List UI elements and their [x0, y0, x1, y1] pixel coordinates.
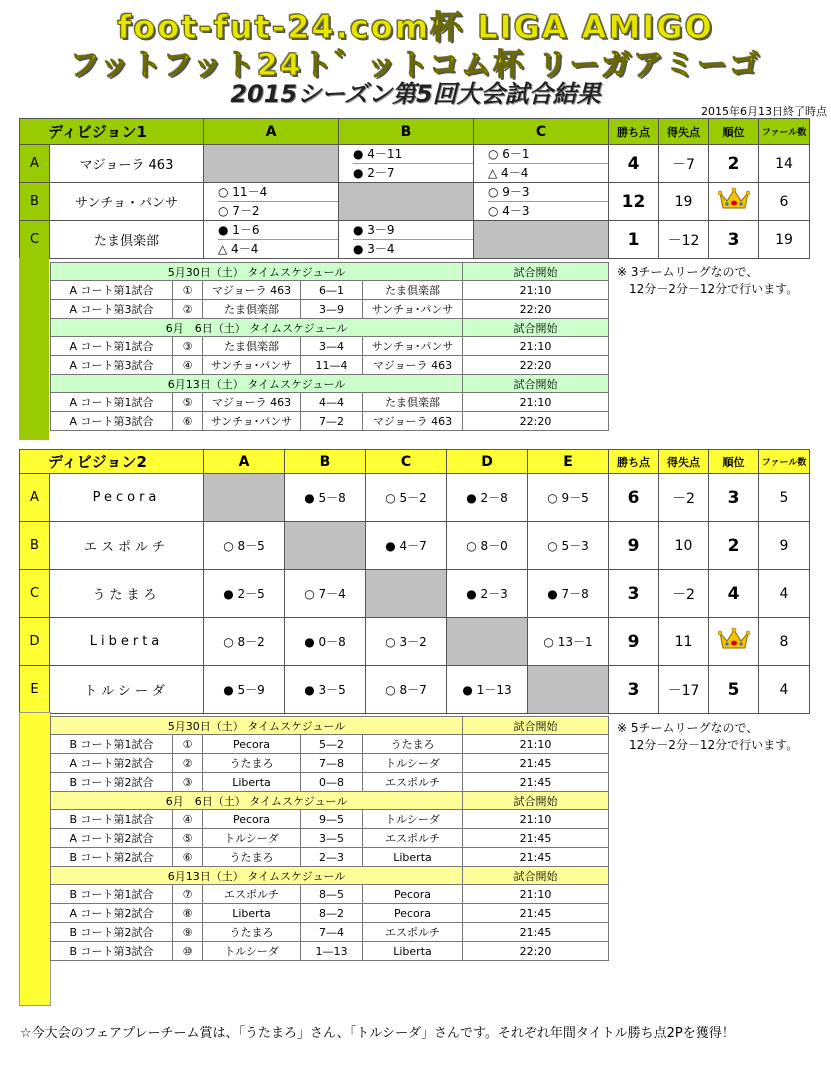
div2-row-b [20, 522, 810, 570]
away-team: エスポルチ [363, 773, 463, 792]
schedule-game-row [51, 885, 609, 904]
goal-diff: －2 [659, 474, 709, 522]
rank [709, 183, 759, 221]
schedule-game-row [51, 735, 609, 754]
result-line: ● 2－7 [353, 166, 395, 180]
div1-row-c [20, 221, 810, 259]
schedule-game-row [51, 412, 609, 431]
schedule-game-row [51, 393, 609, 412]
goal-diff: －7 [659, 145, 709, 183]
score: 5—2 [301, 735, 363, 754]
as-of-date: 2015年6月13日終了時点 [701, 105, 827, 118]
start-time: 22:20 [463, 300, 609, 319]
goal-diff: 19 [659, 183, 709, 221]
away-team: エスポルチ [363, 829, 463, 848]
schedule-game-row [51, 810, 609, 829]
div2-col-header-c: C [366, 450, 447, 474]
div1-header-row [20, 119, 810, 145]
goal-diff: 10 [659, 522, 709, 570]
div2-row-c [20, 570, 810, 618]
start-time: 21:10 [463, 885, 609, 904]
away-team: トルシーダ [363, 810, 463, 829]
rank: 5 [709, 666, 759, 714]
div1-col-header-b: B [339, 119, 474, 145]
schedule-game-row [51, 923, 609, 942]
result-cell-b: ● 3－5 [285, 666, 366, 714]
schedule-day-header [51, 717, 609, 735]
row-label: B [20, 183, 50, 221]
div1-note-line1: ※ 3チームリーグなので、 [617, 265, 759, 279]
row-label: E [20, 666, 50, 714]
goal-diff: －17 [659, 666, 709, 714]
result-line: △ 4－4 [488, 166, 529, 180]
start-time: 21:45 [463, 848, 609, 867]
start-time: 21:45 [463, 754, 609, 773]
result-cell-d: ● 2－3 [447, 570, 528, 618]
score: 7—2 [301, 412, 363, 431]
game-number: ② [173, 300, 203, 319]
rank: 2 [709, 522, 759, 570]
title-line1: foot-fut-24.com杯 LIGA AMIGO [117, 8, 714, 46]
home-team: Pecora [203, 810, 301, 829]
home-team: マジョーラ 463 [203, 281, 301, 300]
home-team: トルシーダ [203, 942, 301, 961]
div2-row-e [20, 666, 810, 714]
team-name: Pecora [50, 474, 204, 522]
start-time: 22:20 [463, 412, 609, 431]
result-line: ○ 7－2 [218, 204, 260, 218]
div2-division-name: ディビジョン2 [20, 450, 204, 474]
result-cell-c: ○ 3－2 [366, 618, 447, 666]
rank: 4 [709, 570, 759, 618]
start-time: 21:10 [463, 393, 609, 412]
div2-note-line1: ※ 5チームリーグなので、 [617, 721, 759, 735]
away-team: Liberta [363, 942, 463, 961]
home-team: たま倶楽部 [203, 300, 301, 319]
result-cell-a [204, 474, 285, 522]
court: B コート第1試合 [51, 885, 173, 904]
result-cell-c: ● 4－7 [366, 522, 447, 570]
div1-col-header-a: A [204, 119, 339, 145]
result-cell-b: ○ 7－4 [285, 570, 366, 618]
rank [709, 618, 759, 666]
fouls: 4 [759, 570, 810, 618]
away-team: エスポルチ [363, 923, 463, 942]
div1-col-header-c: C [474, 119, 609, 145]
home-team: マジョーラ 463 [203, 393, 301, 412]
game-number: ② [173, 754, 203, 773]
result-cell-a: ○ 8－5 [204, 522, 285, 570]
court: A コート第3試合 [51, 300, 173, 319]
div1-fouls-header: ファール数 [759, 119, 810, 145]
schedule-game-row [51, 942, 609, 961]
score: 9—5 [301, 810, 363, 829]
schedule-date: 6月13日（土） タイムスケジュール [51, 867, 463, 885]
rank: 3 [709, 474, 759, 522]
start-time: 21:10 [463, 810, 609, 829]
game-number: ⑥ [173, 848, 203, 867]
result-line: ○ 11－4 [218, 183, 338, 202]
fouls: 9 [759, 522, 810, 570]
game-number: ⑤ [173, 393, 203, 412]
result-cell-a: ● 2－5 [204, 570, 285, 618]
result-cell-c [474, 145, 609, 183]
start-time: 21:45 [463, 904, 609, 923]
game-number: ⑧ [173, 904, 203, 923]
start-time-header: 試合開始 [463, 717, 609, 735]
rank: 2 [709, 145, 759, 183]
result-line: ● 1－6 [218, 221, 338, 240]
game-number: ① [173, 735, 203, 754]
result-cell-d: ● 1－13 [447, 666, 528, 714]
result-cell-e: ○ 13－1 [528, 618, 609, 666]
schedule-date: 5月30日（土） タイムスケジュール [51, 717, 463, 735]
div2-fouls-header: ファール数 [759, 450, 810, 474]
start-time: 21:45 [463, 773, 609, 792]
start-time-header: 試合開始 [463, 867, 609, 885]
fouls: 4 [759, 666, 810, 714]
result-line: ● 3－4 [353, 242, 395, 256]
schedule-day-header [51, 792, 609, 810]
result-cell-d: ○ 8－0 [447, 522, 528, 570]
fouls: 6 [759, 183, 810, 221]
div1-points-header: 勝ち点 [609, 119, 659, 145]
away-team: うたまろ [363, 735, 463, 754]
score: 7—4 [301, 923, 363, 942]
away-team: Pecora [363, 904, 463, 923]
home-team: うたまろ [203, 848, 301, 867]
away-team: サンチョ･パンサ [363, 300, 463, 319]
home-team: Liberta [203, 904, 301, 923]
div1-rank-header: 順位 [709, 119, 759, 145]
schedule-day-header [51, 263, 609, 281]
game-number: ⑨ [173, 923, 203, 942]
points: 3 [609, 666, 659, 714]
fouls: 5 [759, 474, 810, 522]
court: A コート第1試合 [51, 281, 173, 300]
court: A コート第3試合 [51, 412, 173, 431]
points: 9 [609, 618, 659, 666]
div1-division-name: ディビジョン1 [20, 119, 204, 145]
fouls: 8 [759, 618, 810, 666]
game-number: ⑥ [173, 412, 203, 431]
start-time-header: 試合開始 [463, 375, 609, 393]
team-name: うたまろ [50, 570, 204, 618]
away-team: マジョーラ 463 [363, 356, 463, 375]
start-time: 21:45 [463, 923, 609, 942]
goal-diff: －12 [659, 221, 709, 259]
score: 1—13 [301, 942, 363, 961]
result-cell-b: ● 0－8 [285, 618, 366, 666]
score: 4—4 [301, 393, 363, 412]
start-time: 21:45 [463, 829, 609, 848]
row-label: A [20, 474, 50, 522]
schedule-game-row [51, 829, 609, 848]
result-line: ○ 9－3 [488, 183, 608, 202]
schedule-game-row [51, 904, 609, 923]
court: B コート第2試合 [51, 923, 173, 942]
score: 2—3 [301, 848, 363, 867]
home-team: うたまろ [203, 754, 301, 773]
start-time: 22:20 [463, 356, 609, 375]
div1-note [617, 264, 798, 298]
team-name: サンチョ・パンサ [50, 183, 204, 221]
court: B コート第1試合 [51, 735, 173, 754]
div2-col-header-e: E [528, 450, 609, 474]
schedule-date: 5月30日（土） タイムスケジュール [51, 263, 463, 281]
result-cell-c [366, 570, 447, 618]
score: 8—2 [301, 904, 363, 923]
goal-diff: －2 [659, 570, 709, 618]
court: B コート第3試合 [51, 942, 173, 961]
game-number: ⑦ [173, 885, 203, 904]
court: A コート第2試合 [51, 904, 173, 923]
schedule-date: 6月 6日（土） タイムスケジュール [51, 319, 463, 337]
schedule-game-row [51, 848, 609, 867]
points: 6 [609, 474, 659, 522]
game-number: ④ [173, 810, 203, 829]
score: 8—5 [301, 885, 363, 904]
court: B コート第2試合 [51, 848, 173, 867]
row-label: C [20, 570, 50, 618]
away-team: たま倶楽部 [363, 393, 463, 412]
court: B コート第1試合 [51, 810, 173, 829]
schedule-game-row [51, 337, 609, 356]
div2-goal-diff-header: 得失点 [659, 450, 709, 474]
court: A コート第2試合 [51, 829, 173, 848]
court: A コート第1試合 [51, 393, 173, 412]
div2-header-row [20, 450, 810, 474]
game-number: ⑩ [173, 942, 203, 961]
div2-col-header-d: D [447, 450, 528, 474]
result-cell-a [204, 145, 339, 183]
result-cell-b: ● 5－8 [285, 474, 366, 522]
row-label: C [20, 221, 50, 259]
home-team: エスポルチ [203, 885, 301, 904]
home-team: うたまろ [203, 923, 301, 942]
result-cell-a: ○ 8－2 [204, 618, 285, 666]
div2-standings-table [19, 449, 810, 714]
team-name: エスポルチ [50, 522, 204, 570]
result-cell-c [474, 183, 609, 221]
away-team: トルシーダ [363, 754, 463, 773]
result-line: △ 4－4 [218, 242, 259, 256]
team-name: たま倶楽部 [50, 221, 204, 259]
crown-icon [718, 187, 750, 211]
row-label: B [20, 522, 50, 570]
crown-icon [718, 627, 750, 651]
title-line2: フットフット24ト゛ットコム杯 リーガアミーゴ [69, 48, 762, 83]
result-cell-e: ○ 5－3 [528, 522, 609, 570]
div2-schedule-table [50, 716, 609, 961]
score: 3—9 [301, 300, 363, 319]
schedule-date: 6月13日（土） タイムスケジュール [51, 375, 463, 393]
fair-play-footer: ☆今大会のフェアプレーチーム賞は、「うたまろ」さん、「トルシーダ」さんです。それぞれ年間タイトル勝ち点2Pを獲得！ [20, 1026, 735, 1041]
result-cell-a [204, 221, 339, 259]
team-name: マジョーラ 463 [50, 145, 204, 183]
div1-schedule-table [50, 262, 609, 431]
court: A コート第1試合 [51, 337, 173, 356]
title-line3: 2015シーズン第5回大会試合結果 [230, 80, 601, 108]
schedule-game-row [51, 281, 609, 300]
points: 4 [609, 145, 659, 183]
start-time-header: 試合開始 [463, 263, 609, 281]
div1-row-b [20, 183, 810, 221]
home-team: たま倶楽部 [203, 337, 301, 356]
home-team: サンチョ･パンサ [203, 412, 301, 431]
div2-col-header-a: A [204, 450, 285, 474]
schedule-day-header [51, 375, 609, 393]
result-cell-d [447, 618, 528, 666]
result-cell-b [339, 145, 474, 183]
div2-row-d [20, 618, 810, 666]
court: A コート第3試合 [51, 356, 173, 375]
div2-note-line2: 12分－2分－12分で行います。 [629, 738, 799, 752]
result-cell-e [528, 666, 609, 714]
schedule-game-row [51, 300, 609, 319]
game-number: ③ [173, 337, 203, 356]
div1-schedule-side-bar [19, 258, 49, 440]
score: 0—8 [301, 773, 363, 792]
start-time: 21:10 [463, 281, 609, 300]
result-cell-a: ● 5－9 [204, 666, 285, 714]
result-cell-c: ○ 5－2 [366, 474, 447, 522]
team-name: Liberta [50, 618, 204, 666]
fouls: 14 [759, 145, 810, 183]
result-cell-b [285, 522, 366, 570]
home-team: サンチョ･パンサ [203, 356, 301, 375]
result-cell-c [474, 221, 609, 259]
points: 1 [609, 221, 659, 259]
score: 11—4 [301, 356, 363, 375]
schedule-game-row [51, 754, 609, 773]
team-name: トルシーダ [50, 666, 204, 714]
div2-schedule-side-bar [19, 712, 51, 1006]
schedule-game-row [51, 773, 609, 792]
row-label: D [20, 618, 50, 666]
away-team: Liberta [363, 848, 463, 867]
result-cell-d: ● 2－8 [447, 474, 528, 522]
game-number: ⑤ [173, 829, 203, 848]
result-cell-c: ○ 8－7 [366, 666, 447, 714]
game-number: ④ [173, 356, 203, 375]
game-number: ③ [173, 773, 203, 792]
schedule-day-header [51, 319, 609, 337]
points: 3 [609, 570, 659, 618]
div2-row-a [20, 474, 810, 522]
result-line: ○ 6－1 [488, 145, 608, 164]
start-time-header: 試合開始 [463, 319, 609, 337]
fouls: 19 [759, 221, 810, 259]
goal-diff: 11 [659, 618, 709, 666]
score: 3—5 [301, 829, 363, 848]
result-line: ● 3－9 [353, 221, 473, 240]
div2-col-header-b: B [285, 450, 366, 474]
away-team: サンチョ･パンサ [363, 337, 463, 356]
points: 9 [609, 522, 659, 570]
start-time-header: 試合開始 [463, 792, 609, 810]
result-cell-a [204, 183, 339, 221]
game-number: ① [173, 281, 203, 300]
result-cell-e: ● 7－8 [528, 570, 609, 618]
score: 7—8 [301, 754, 363, 773]
schedule-game-row [51, 356, 609, 375]
rank: 3 [709, 221, 759, 259]
div1-row-a [20, 145, 810, 183]
away-team: マジョーラ 463 [363, 412, 463, 431]
points: 12 [609, 183, 659, 221]
div1-goal-diff-header: 得失点 [659, 119, 709, 145]
away-team: たま倶楽部 [363, 281, 463, 300]
court: B コート第2試合 [51, 773, 173, 792]
start-time: 21:10 [463, 735, 609, 754]
score: 6—1 [301, 281, 363, 300]
div1-note-line2: 12分－2分－12分で行います。 [629, 282, 799, 296]
score: 3—4 [301, 337, 363, 356]
result-cell-b [339, 183, 474, 221]
result-line: ● 4－11 [353, 145, 473, 164]
away-team: Pecora [363, 885, 463, 904]
home-team: Pecora [203, 735, 301, 754]
schedule-date: 6月 6日（土） タイムスケジュール [51, 792, 463, 810]
div1-standings-table [19, 118, 810, 259]
start-time: 22:20 [463, 942, 609, 961]
div2-points-header: 勝ち点 [609, 450, 659, 474]
home-team: Liberta [203, 773, 301, 792]
div2-rank-header: 順位 [709, 450, 759, 474]
schedule-day-header [51, 867, 609, 885]
result-line: ○ 4－3 [488, 204, 530, 218]
result-cell-e: ○ 9－5 [528, 474, 609, 522]
court: A コート第2試合 [51, 754, 173, 773]
start-time: 21:10 [463, 337, 609, 356]
home-team: トルシーダ [203, 829, 301, 848]
result-cell-b [339, 221, 474, 259]
div2-note [617, 720, 798, 754]
row-label: A [20, 145, 50, 183]
